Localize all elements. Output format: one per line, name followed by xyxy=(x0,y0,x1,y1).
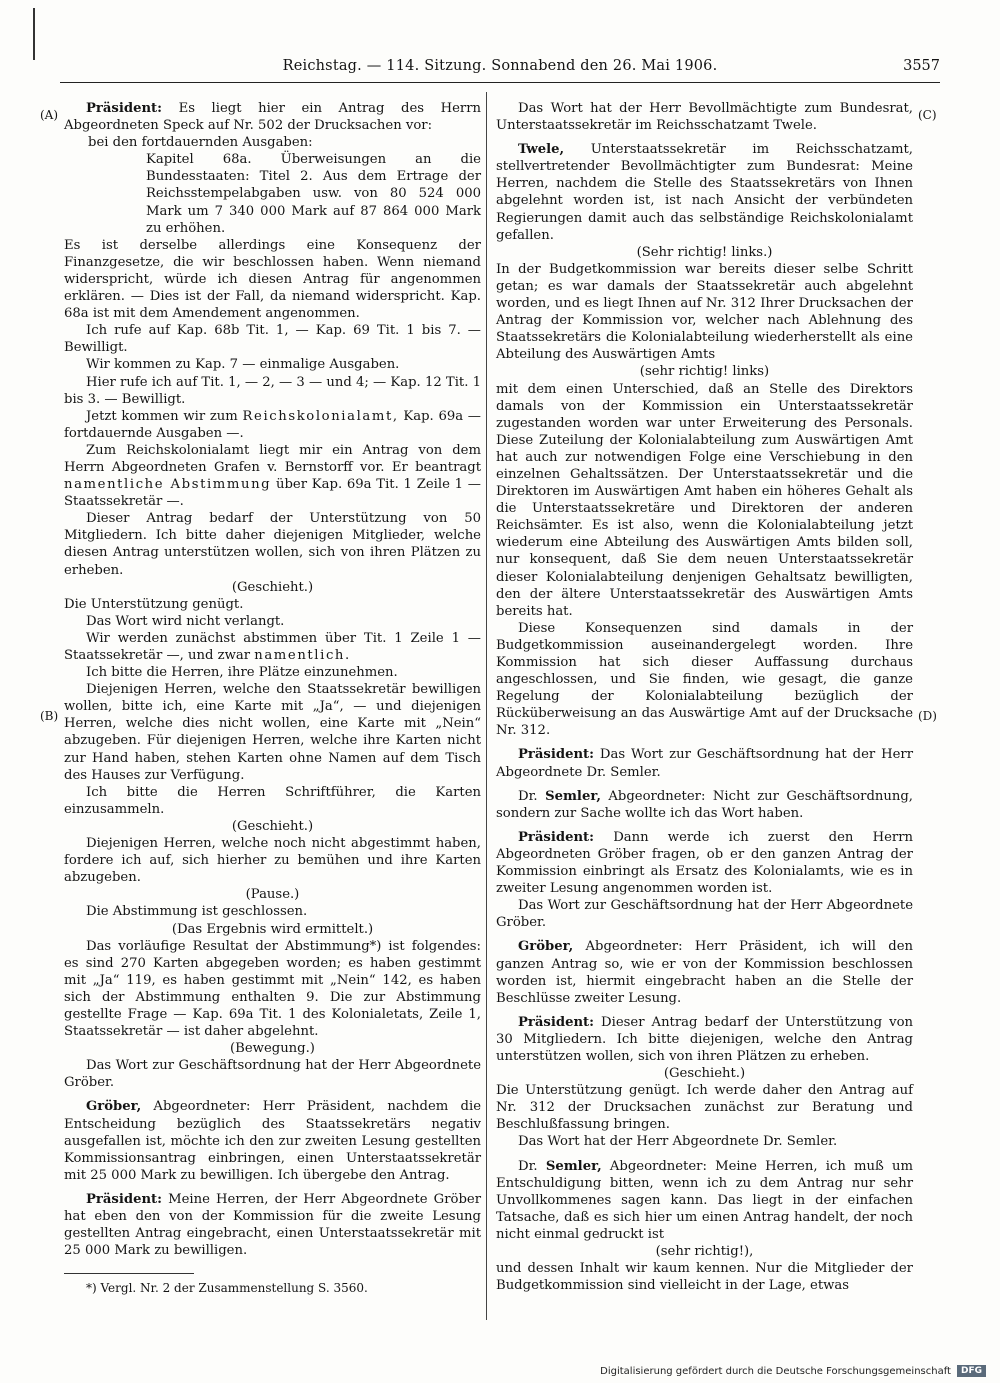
paragraph: Es ist derselbe allerdings eine Konsequenz der Finanzgesetze, die wir beschlossen haben. Wenn niemand widerspricht, würde ich diesen Antrag für angenommen erklären. — Dies ist der Fall, da niemand widerspricht. Kap. 68a ist mit dem Amendement angenommen. xyxy=(64,237,481,322)
paragraph: Gröber, Abgeordneter: Herr Präsident, nachdem die Entscheidung bezüglich des Staatssekretärs negativ ausgefallen ist, möchte ich den zur zweiten Lesung gestellten Kommissionsantrag einbringen, einen Unterstaatssekretär mit 25 000 Mark zu bewilligen. Ich übergebe den Antrag. xyxy=(64,1099,481,1183)
speaker-name: Twele, xyxy=(518,142,565,158)
paragraph: Dr. Semler, Abgeordneter: Nicht zur Geschäftsordnung, sondern zur Sache wollte ich das Wort haben. xyxy=(496,788,913,821)
digitization-credit xyxy=(600,1365,986,1377)
paragraph: Das Wort wird nicht verlangt. xyxy=(86,613,285,629)
footnote-rule xyxy=(64,1273,194,1274)
paragraph: Ich bitte die Herren, ihre Plätze einzunehmen. xyxy=(86,665,398,681)
paragraph: mit dem einen Unterschied, daß an Stelle des Direktors damals von der Kommission ein Unterstaatssekretär zugestanden worden war unter Erweiterung des Personals. Diese Zuteilung der Kolonialabteilung zum Auswärtigen Amt hat auch zur notwendigen Folge eine Verschiebung in den einzelnen Gehaltssätzen. Der Unterstaatssekretär und die Direktoren im Auswärtigen Amt haben ein höheres Gehalt als die Unterstaatssekretäre und Direktoren der anderen Reichsämter. Es ist also, wenn die Kolonialabteilung jetzt wiederum eine Abteilung des Auswärtigen Amts bilden soll, nur konsequent, daß Sie dem neuen Unterstaatssekretär dieser Kolonialabteilung denjenigen Gehaltsatz bewilligten, den der ältere Unterstaatssekretär des Auswärtigen Amts bereits hat. xyxy=(496,381,913,619)
paragraph: Das Wort hat der Herr Abgeordnete Dr. Semler. xyxy=(518,1134,838,1150)
speaker-name: Gröber, xyxy=(86,1099,142,1115)
paragraph: Die Unterstützung genügt. Ich werde daher den Antrag auf Nr. 312 der Drucksachen zunächst zur Beratung und Beschlußfassung bringen. xyxy=(496,1083,913,1133)
paragraph: Twele, Unterstaatssekretär im Reichsschatzamt, stellvertretender Bevollmächtigter zum Bundesrat: Meine Herren, nachdem die Stelle des Staatssekretärs von Ihnen abgelehnt worden ist, ist nach Ansicht der verbündeten Regierungen damit auch das selbständige Reichskolonialamt gefallen. xyxy=(496,142,913,243)
page-number: 3557 xyxy=(903,58,940,74)
paragraph: Ich rufe auf Kap. 68b Tit. 1, — Kap. 69 Tit. 1 bis 7. — Bewilligt. xyxy=(64,323,481,356)
speaker-name: Gröber, xyxy=(518,939,574,955)
paragraph: Präsident: Dieser Antrag bedarf der Unterstützung von 30 Mitgliedern. Ich bitte diejenigen, welche den Antrag unterstützen wollen, sich von ihren Plätzen zu erheben. xyxy=(496,1014,913,1064)
stage-direction: (Geschieht.) xyxy=(231,579,314,595)
margin-label-a: (A) xyxy=(40,108,59,122)
paragraph: Ich bitte die Herren Schriftführer, die Karten einzusammeln. xyxy=(64,784,481,817)
stage-direction: (Sehr richtig! links.) xyxy=(636,244,773,260)
page-title: Reichstag. — 114. Sitzung. Sonnabend den 26. Mai 1906. xyxy=(282,58,718,74)
speaker-name: Präsident: xyxy=(86,101,163,116)
speaker-name: Semler, xyxy=(545,788,601,804)
speaker-name: Präsident: xyxy=(518,829,595,845)
margin-label-d: (D) xyxy=(918,709,937,723)
page-header xyxy=(60,58,940,83)
paragraph: Dr. Semler, Abgeordneter: Meine Herren, ich muß um Entschuldigung bitten, wenn ich zu dem Antrag nur sehr Unvollkommenes sagen kann. Das liegt in der einfachen Tatsache, daß es sich hier um einen Antrag handelt, der noch nicht einmal gedruckt ist xyxy=(496,1158,913,1242)
paragraph: Diejenigen Herren, welche den Staatssekretär bewilligen wollen, bitte ich, eine Karte mit „Ja“, — und diejenigen Herren, welche dies nicht wollen, eine Karte mit „Nein“ abzugeben. Für diejenigen Herren, welche ihre Karten nicht zur Hand haben, stehen Karten ohne Namen auf dem Tisch des Hauses zur Verfügung. xyxy=(64,682,481,783)
paragraph: Die Unterstützung genügt. xyxy=(64,596,244,612)
paragraph: Dieser Antrag bedarf der Unterstützung von 50 Mitgliedern. Ich bitte daher diejenigen Mitglieder, welche diesen Antrag unterstützen wollen, sich von ihren Plätzen zu erheben. xyxy=(64,511,481,578)
margin-pencil-mark xyxy=(33,8,35,60)
motion-text: Kapitel 68a. Überweisungen an die Bundesstaaten: Titel 2. Aus dem Ertrage der Reichsstempelabgaben usw. von 80 524 000 Mark um 7 340 000 Mark auf 87 864 000 Mark zu erhöhen. xyxy=(146,152,481,236)
motion-intro: bei den fortdauernden Ausgaben: xyxy=(88,135,313,151)
paragraph: Zum Reichskolonialamt liegt mir ein Antrag von dem Herrn Abgeordneten Grafen v. Bernstorff vor. Er beantragt namentliche Abstimmung über Kap. 69a Tit. 1 Zeile 1 — Staatssekretär —. xyxy=(64,442,481,510)
paragraph: In der Budgetkommission war bereits dieser selbe Schritt getan; es war damals der Staatssekretär auch abgelehnt worden, und es liegt Ihnen auf Nr. 312 Ihrer Drucksachen der Antrag der Kommission vor, welcher nach Ablehnung des Staatssekretärs die Kolonialabteilung wiederherstellt als eine Abteilung des Auswärtigen Amts xyxy=(496,261,913,363)
speaker-name: Präsident: xyxy=(518,747,595,763)
paragraph: Präsident: Das Wort zur Geschäftsordnung hat der Herr Abgeordnete Dr. Semler. xyxy=(496,747,913,780)
paragraph: Diese Konsequenzen sind damals in der Budgetkommission auseinandergelegt worden. Ihre Kommission hat sich dieser Auffassung durchaus angeschlossen, und Sie finden, wie gesagt, die ganze Regelung der Kolonialabteilung bezüglich der Rücküberweisung an das Auswärtige Amt auf der Drucksache Nr. 312. xyxy=(496,620,913,739)
paragraph: Gröber, Abgeordneter: Herr Präsident, ich will den ganzen Antrag so, wie er von der Kommission beschlossen worden ist, hiermit eingebracht haben an die Stelle der Beschlüsse zweiter Lesung. xyxy=(496,939,913,1006)
paragraph: Hier rufe ich auf Tit. 1, — 2, — 3 — und 4; — Kap. 12 Tit. 1 bis 3. — Bewilligt. xyxy=(64,374,482,407)
paragraph: und dessen Inhalt wir kaum kennen. Nur die Mitglieder der Budgetkommission sind vielleicht in der Lage, etwas xyxy=(496,1261,913,1294)
paragraph: Das Wort zur Geschäftsordnung hat der Herr Abgeordnete Gröber. xyxy=(496,898,913,931)
margin-label-b: (B) xyxy=(40,709,59,723)
stage-direction: (Geschieht.) xyxy=(231,818,314,834)
dfg-logo: DFG xyxy=(957,1365,986,1377)
paragraph: Wir kommen zu Kap. 7 — einmalige Ausgaben. xyxy=(86,357,400,373)
stage-direction: (sehr richtig!), xyxy=(655,1244,754,1259)
right-column xyxy=(496,100,913,1294)
column-divider xyxy=(486,92,487,1320)
paragraph: Die Abstimmung ist geschlossen. xyxy=(86,904,308,920)
paragraph: Präsident: Meine Herren, der Herr Abgeordnete Gröber hat eben den von der Kommission für die zweite Lesung gestellten Antrag eingebracht, einen Unterstaatssekretär mit 25 000 Mark zu bewilligen. xyxy=(64,1191,481,1259)
stage-direction: (Das Ergebnis wird ermittelt.) xyxy=(171,921,374,937)
paragraph: Präsident: Es liegt hier ein Antrag des Herrn Abgeordneten Speck auf Nr. 502 der Drucksachen vor: xyxy=(64,101,481,134)
paragraph: Diejenigen Herren, welche noch nicht abgestimmt haben, fordere ich auf, sich hierher zu bemühen und ihre Karten abzugeben. xyxy=(64,836,481,886)
paragraph: Präsident: Dann werde ich zuerst den Herrn Abgeordneten Gröber fragen, ob er den ganzen Antrag der Kommission einbringt als Ersatz des Kolonialamts, wie es in zweiter Lesung angenommen worden ist. xyxy=(496,829,913,897)
left-column xyxy=(64,100,481,1297)
stage-direction: (Bewegung.) xyxy=(230,1041,315,1057)
credit-text: Digitalisierung gefördert durch die Deutsche Forschungsgemeinschaft xyxy=(600,1365,951,1377)
paragraph: Das vorläufige Resultat der Abstimmung*) ist folgendes: es sind 270 Karten abgegeben worden; es haben gestimmt mit „Ja“ 119, es haben gestimmt mit „Nein“ 142, es haben sich der Abstimmung enthalten 9. Die zur Abstimmung gestellte Frage — Kap. 69a Tit. 1 des Kolonialetats, Zeile 1, Staatssekretär — ist daher abgelehnt. xyxy=(64,938,481,1040)
speaker-name: Präsident: xyxy=(518,1014,595,1030)
paragraph: Wir werden zunächst abstimmen über Tit. 1 Zeile 1 — Staatssekretär —, und zwar namentlich. xyxy=(64,630,481,663)
speaker-name: Semler, xyxy=(545,1158,602,1174)
margin-label-c: (C) xyxy=(918,108,937,122)
footnote: *) Vergl. Nr. 2 der Zusammenstellung S. 3560. xyxy=(86,1281,368,1296)
paragraph: Jetzt kommen wir zum Reichskolonialamt, Kap. 69a — fortdauernde Ausgaben —. xyxy=(64,408,481,441)
paragraph: Das Wort hat der Herr Bevollmächtigte zum Bundesrat, Unterstaatssekretär im Reichsschatzamt Twele. xyxy=(496,101,913,134)
stage-direction: (sehr richtig! links) xyxy=(639,364,770,380)
stage-direction: (Geschieht.) xyxy=(663,1066,746,1082)
stage-direction: (Pause.) xyxy=(245,887,300,903)
speaker-name: Präsident: xyxy=(86,1191,163,1207)
paragraph: Das Wort zur Geschäftsordnung hat der Herr Abgeordnete Gröber. xyxy=(64,1058,481,1091)
